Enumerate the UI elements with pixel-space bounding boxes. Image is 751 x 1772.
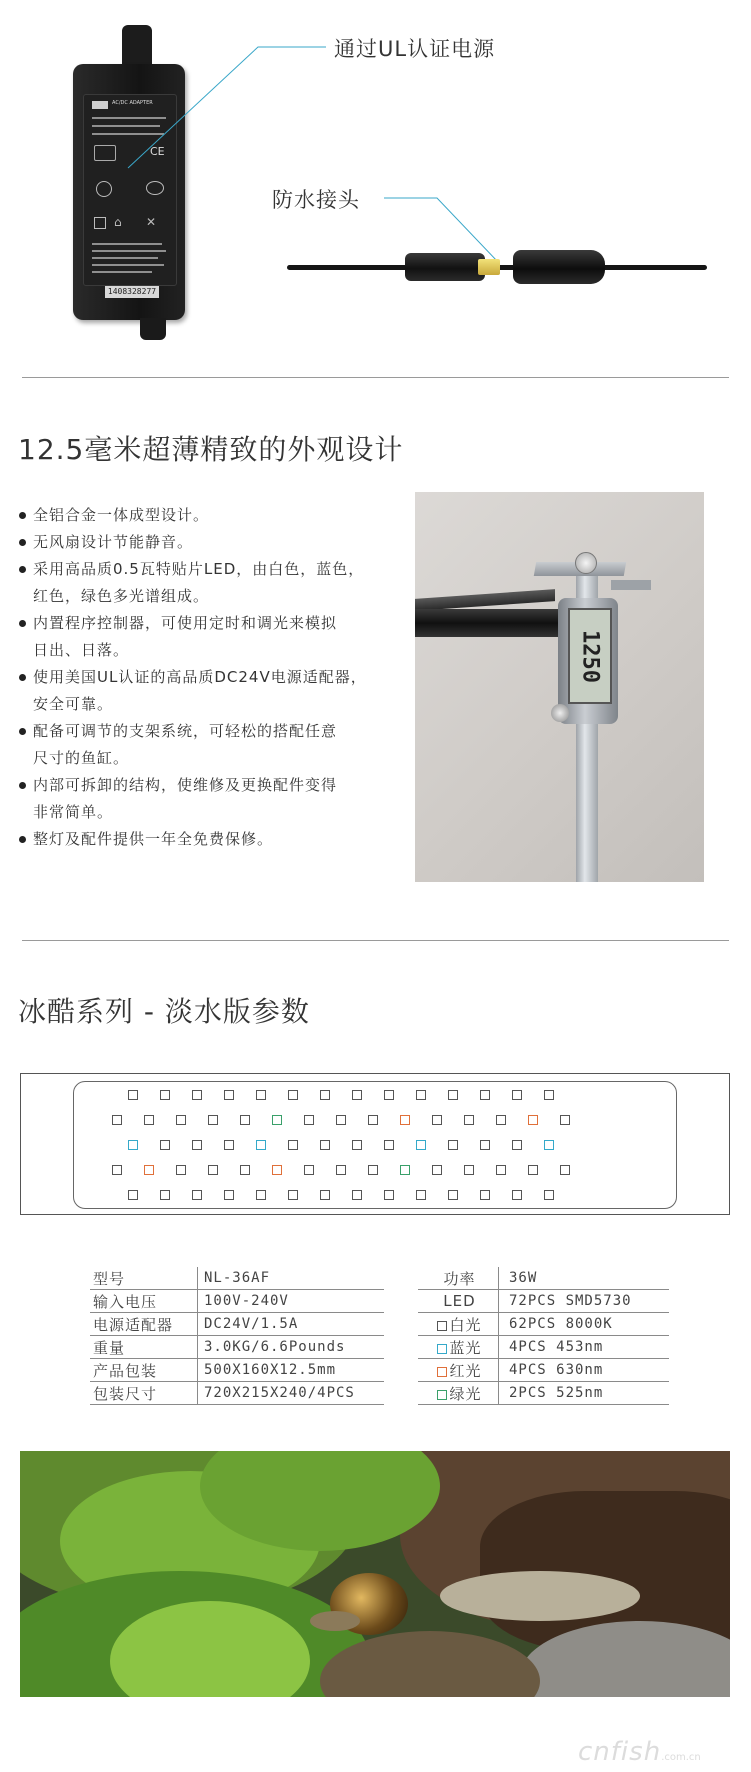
white-led (512, 1090, 522, 1100)
white-led (368, 1115, 378, 1125)
spec-value: 72PCS SMD5730 (499, 1290, 670, 1313)
spec-value: 36W (499, 1267, 670, 1290)
section-title-specs: 冰酷系列 - 淡水版参数 (18, 995, 310, 1028)
blue-led-square-icon (437, 1344, 447, 1354)
ce-mark-icon: CE (150, 145, 165, 158)
table-row (418, 1290, 669, 1313)
adapter-serial-sticker: 1408328277 (105, 286, 159, 298)
led-row (74, 1190, 678, 1203)
spec-key: 包装尺寸 (90, 1382, 198, 1405)
white-led (224, 1140, 234, 1150)
feature-item: 内部可拆卸的结构，使维修及更换配件变得 非常简单。 (18, 772, 388, 826)
white-led (352, 1190, 362, 1200)
spec-value: 3.0KG/6.6Pounds (198, 1336, 385, 1359)
led-row (74, 1140, 678, 1153)
white-led (480, 1140, 490, 1150)
bullet-icon (19, 620, 26, 627)
white-led (336, 1115, 346, 1125)
table-row (90, 1359, 384, 1382)
caliper-thumb-wheel (575, 552, 597, 574)
blue-led (416, 1140, 426, 1150)
caliper-display: 1250 (568, 608, 612, 704)
white-led (176, 1165, 186, 1175)
white-led (464, 1165, 474, 1175)
adapter-label-title: AC/DC ADAPTER (112, 100, 153, 106)
led-row (74, 1115, 678, 1128)
white-led (192, 1190, 202, 1200)
white-led (224, 1190, 234, 1200)
table-row (418, 1313, 669, 1336)
aquascape-photo (20, 1451, 730, 1697)
callout-waterproof-connector: 防水接头 (272, 188, 360, 212)
white-led (320, 1190, 330, 1200)
spec-key: 白光 (418, 1313, 499, 1336)
feature-item: 使用美国UL认证的高品质DC24V电源适配器， 安全可靠。 (18, 664, 388, 718)
section-title-design: 12.5毫米超薄精致的外观设计 (18, 433, 404, 466)
white-led (544, 1090, 554, 1100)
white-led (560, 1165, 570, 1175)
white-led (192, 1140, 202, 1150)
white-led (304, 1115, 314, 1125)
white-led (512, 1190, 522, 1200)
red-led (272, 1165, 282, 1175)
certification-mark-icon (94, 145, 116, 161)
brand-logo-icon (92, 101, 108, 109)
white-led (144, 1115, 154, 1125)
bullet-icon (19, 782, 26, 789)
spec-key: 电源适配器 (90, 1313, 198, 1336)
white-led (304, 1165, 314, 1175)
white-led (160, 1190, 170, 1200)
weee-bin-icon: ✕ (146, 215, 157, 229)
spec-value: DC24V/1.5A (198, 1313, 385, 1336)
white-led (256, 1190, 266, 1200)
bullet-icon (19, 836, 26, 843)
bullet-icon (19, 728, 26, 735)
feature-item: 采用高品质0.5瓦特贴片LED，由白色，蓝色， 红色，绿色多光谱组成。 (18, 556, 388, 610)
white-led (528, 1165, 538, 1175)
green-led (272, 1115, 282, 1125)
caliper-photo (415, 492, 704, 882)
white-led (112, 1115, 122, 1125)
white-led (288, 1190, 298, 1200)
spec-key: 产品包装 (90, 1359, 198, 1382)
white-led (560, 1115, 570, 1125)
white-led (480, 1090, 490, 1100)
feature-list (18, 502, 388, 853)
section-divider (22, 940, 729, 941)
spec-key: 功率 (418, 1267, 499, 1290)
table-row (90, 1290, 384, 1313)
white-led (496, 1165, 506, 1175)
led-row (74, 1090, 678, 1103)
white-led (448, 1140, 458, 1150)
spec-value: 2PCS 525nm (499, 1382, 670, 1405)
led-row (74, 1165, 678, 1178)
spec-value: 500X160X12.5mm (198, 1359, 385, 1382)
white-led (416, 1090, 426, 1100)
table-row (418, 1359, 669, 1382)
female-socket (513, 250, 605, 284)
led-layout-diagram (73, 1081, 677, 1209)
spec-value: NL-36AF (198, 1267, 385, 1290)
white-led (384, 1190, 394, 1200)
white-led (224, 1090, 234, 1100)
white-led (256, 1090, 266, 1100)
white-led (448, 1090, 458, 1100)
ccc-mark-icon (146, 181, 164, 195)
table-row (90, 1267, 384, 1290)
light-bracket (415, 589, 555, 611)
spec-key: LED (418, 1290, 499, 1313)
white-led (320, 1140, 330, 1150)
red-led (144, 1165, 154, 1175)
table-row (90, 1336, 384, 1359)
adapter-label (83, 94, 177, 286)
table-row (90, 1382, 384, 1405)
white-led (368, 1165, 378, 1175)
bullet-icon (19, 539, 26, 546)
green-led (400, 1165, 410, 1175)
white-led-square-icon (437, 1321, 447, 1331)
white-led (192, 1090, 202, 1100)
white-led (384, 1140, 394, 1150)
white-led (480, 1190, 490, 1200)
power-adapter (73, 64, 185, 320)
caliper-lock-knob (551, 704, 569, 722)
spec-value: 62PCS 8000K (499, 1313, 670, 1336)
white-led (240, 1115, 250, 1125)
spec-value: 720X215X240/4PCS (198, 1382, 385, 1405)
white-led (544, 1190, 554, 1200)
indoor-use-icon: ⌂ (114, 215, 122, 229)
watermark: cnfish.com.cn (578, 1737, 701, 1767)
red-led (400, 1115, 410, 1125)
white-led (384, 1090, 394, 1100)
male-plug-tip (478, 259, 500, 275)
red-led (528, 1115, 538, 1125)
white-led (432, 1115, 442, 1125)
table-row (418, 1382, 669, 1405)
adapter-plug (140, 318, 166, 340)
feature-item: 无风扇设计节能静音。 (18, 529, 388, 556)
white-led (176, 1115, 186, 1125)
spec-table-right (418, 1267, 669, 1405)
callout-ul-power-supply: 通过UL认证电源 (334, 37, 496, 61)
blue-led (256, 1140, 266, 1150)
white-led (128, 1190, 138, 1200)
feature-item: 内置程序控制器，可使用定时和调光来模拟 日出、日落。 (18, 610, 388, 664)
white-led (112, 1165, 122, 1175)
white-led (464, 1115, 474, 1125)
white-led (320, 1090, 330, 1100)
bullet-icon (19, 566, 26, 573)
male-plug (405, 253, 485, 281)
white-led (512, 1140, 522, 1150)
double-insulation-icon (94, 217, 106, 229)
white-led (448, 1190, 458, 1200)
ul-mark-icon (96, 181, 112, 197)
spec-key: 蓝光 (418, 1336, 499, 1359)
bullet-icon (19, 512, 26, 519)
white-led (160, 1090, 170, 1100)
section-divider (22, 377, 729, 378)
white-led (160, 1140, 170, 1150)
table-row (90, 1313, 384, 1336)
spec-value: 4PCS 453nm (499, 1336, 670, 1359)
spec-key: 型号 (90, 1267, 198, 1290)
white-led (416, 1190, 426, 1200)
white-led (240, 1165, 250, 1175)
white-led (352, 1090, 362, 1100)
white-led (496, 1115, 506, 1125)
feature-item: 配备可调节的支架系统，可轻松的搭配任意 尺寸的鱼缸。 (18, 718, 388, 772)
table-row (418, 1267, 669, 1290)
spec-key: 红光 (418, 1359, 499, 1382)
spec-table-left (90, 1267, 384, 1405)
green-led-square-icon (437, 1390, 447, 1400)
spec-key: 输入电压 (90, 1290, 198, 1313)
spec-key: 绿光 (418, 1382, 499, 1405)
blue-led (544, 1140, 554, 1150)
feature-item: 全铝合金一体成型设计。 (18, 502, 388, 529)
white-led (208, 1165, 218, 1175)
feature-item: 整灯及配件提供一年全免费保修。 (18, 826, 388, 853)
white-led (288, 1090, 298, 1100)
spec-value: 4PCS 630nm (499, 1359, 670, 1382)
white-led (432, 1165, 442, 1175)
white-led (128, 1090, 138, 1100)
caliper-jaw-right (611, 580, 651, 590)
bullet-icon (19, 674, 26, 681)
white-led (288, 1140, 298, 1150)
spec-value: 100V-240V (198, 1290, 385, 1313)
white-led (352, 1140, 362, 1150)
white-led (208, 1115, 218, 1125)
white-led (336, 1165, 346, 1175)
blue-led (128, 1140, 138, 1150)
red-led-square-icon (437, 1367, 447, 1377)
spec-key: 重量 (90, 1336, 198, 1359)
table-row (418, 1336, 669, 1359)
